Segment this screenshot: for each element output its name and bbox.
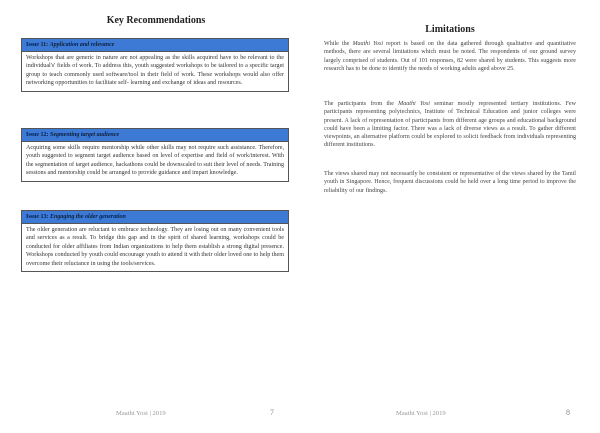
- issue-header: [22, 211, 288, 224]
- issue-body: The older generation are reluctant to embrace technology. They are losing out on many convenient tools and services as a result. To bridge this gap and in the spirit of shared learning, workshops could be conducted for older affiliates from Indian organizations to help them establish a strong digital presence. Workshops conducted by youth could encourage youth to attend it with their older loved one to help them overcome their reluctance in using the tools/services.: [26, 227, 284, 267]
- right-page: [300, 0, 600, 433]
- section-title-key-recommendations: Key Recommendations: [106, 15, 206, 26]
- issue-header: [22, 39, 288, 52]
- page-number: 8: [566, 408, 570, 417]
- issue-box-13: [21, 210, 289, 272]
- paragraph-text: The views shared may not necessarily be consistent or representative of the views shared by the Tamil youth in Singapore. Hence, frequent discussions could be held over a long time period to improve the reliability of our findings.: [324, 171, 576, 194]
- report-name: Maathi Yosi: [398, 101, 430, 107]
- issue-box-11: [21, 38, 289, 92]
- report-name: Maathi Yosi: [352, 41, 384, 47]
- issue-label: Issue 13:: [26, 214, 49, 220]
- limitations-paragraph: [324, 170, 576, 195]
- issue-label: Issue 11:: [26, 42, 49, 48]
- issue-box-12: [21, 128, 289, 182]
- issue-header: [22, 129, 288, 142]
- paragraph-text: The participants from the: [324, 101, 399, 107]
- issue-title: Application and relevance: [49, 42, 115, 48]
- limitations-paragraph: [324, 40, 576, 73]
- issue-title: Engaging the older generation: [50, 214, 126, 220]
- page-footer: Maathi Yosi | 2019: [396, 410, 446, 417]
- section-title-limitations: Limitations: [425, 24, 475, 35]
- issue-label: Issue 12:: [26, 132, 49, 138]
- page-number: 7: [270, 408, 274, 417]
- limitations-paragraph: [324, 100, 576, 150]
- page-footer: Maathi Yosi | 2019: [116, 410, 166, 417]
- issue-title: Segmenting target audience: [50, 132, 120, 138]
- paragraph-text: seminar mostly represented tertiary institutions. Few participants representing polytechnics, Institute of Technical Education and junior colleges were present. A lack of representation of participants from different age groups and educational background could have been a limiting factor. There was a lack of diverse views as a result. To gather different viewpoints, an alternative platform could be explored to solicit feedback from individuals representing different institutions.: [324, 101, 576, 149]
- issue-body: Workshops that are generic in nature are not appealing as the skills acquired have to be relevant to the individual's' fields of work. To address this, youth suggested workshops to be tailored to a specific target group to teach commonly used software/tool in their field of work. These workshops would also offer networking opportunities to facilitate self- learning and exchange of ideas and resources.: [26, 55, 284, 87]
- paragraph-text: report is based on the data gathered through qualitative and quantitative methods, there are several limitations which must be noted. The respondents of our ground survey largely comprised of students. Out of 101 responses, 82 were shared by students. This suggests more research has to be done to identify the needs of working adults aged above 25.: [324, 41, 576, 72]
- issue-body: Acquiring some skills require mentorship while other skills may not require such assistance. Therefore, youth suggested to segment target audience based on level of expertise and field of work/interest. With the segmentation of target audience, hackathons could be downscaled to suit their level of needs. Training sessions and mentorship could be arranged to provide guidance and impart knowledge.: [26, 145, 284, 177]
- paragraph-text: While the: [324, 41, 353, 47]
